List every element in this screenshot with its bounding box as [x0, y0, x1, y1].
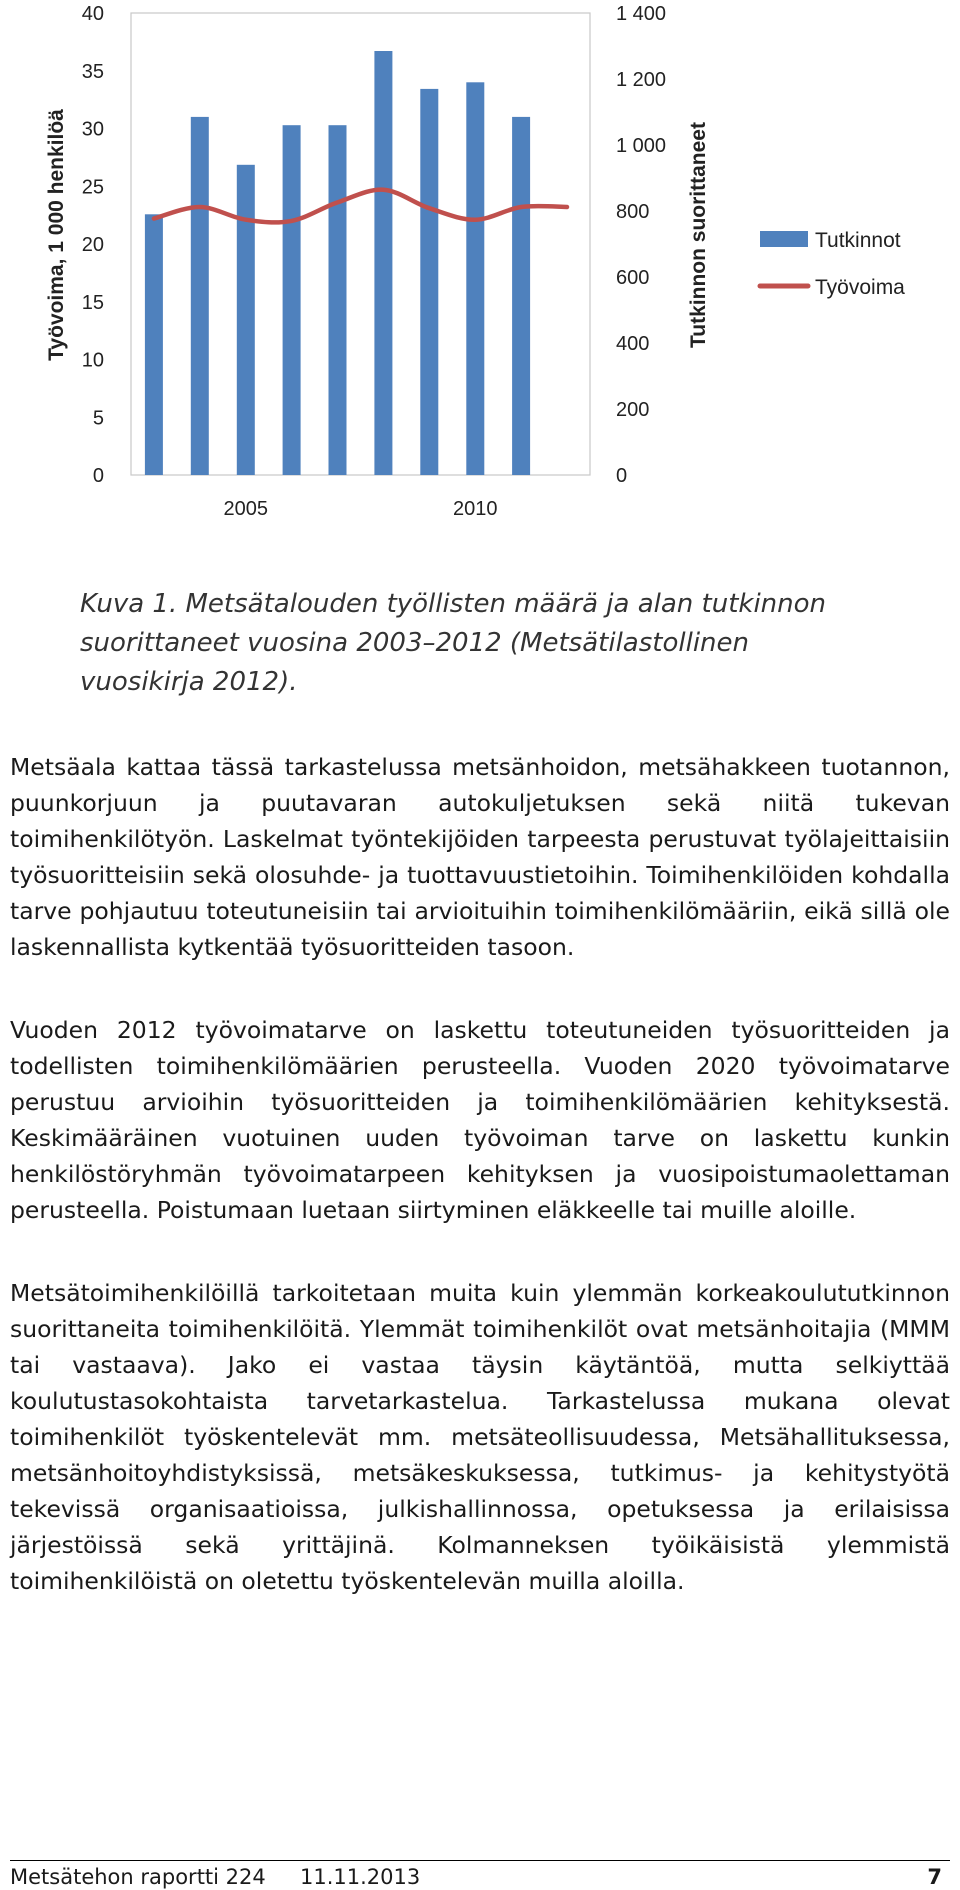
left-tick-label: 30: [81, 118, 104, 141]
left-tick-label: 40: [81, 3, 104, 25]
right-axis-title: Tutkinnon suorittaneet: [687, 122, 710, 348]
line-tyovoima: [154, 190, 567, 223]
chart-legend: [760, 229, 905, 299]
legend-label-tyovoima: Työvoima: [815, 276, 905, 299]
right-tick-label: 1 000: [616, 135, 667, 157]
right-tick-label: 600: [616, 267, 650, 289]
bar-2004: [191, 117, 209, 475]
bar-2008: [374, 51, 392, 475]
paragraph-2: Vuoden 2012 työvoimatarve on laskettu toteutuneiden työsuoritteiden ja todellisten toimihenkilömäärien perusteella. Vuoden 2020 työvoimatarve perustuu arvioihin työsuoritteiden ja toimihenkilömäärien kehityksestä. Keskimääräinen vuotuinen uuden työvoiman tarve on laskettu kunkin henkilöstöryhmän työvoimatarpeen kehityksen ja vuosipoistumaolettaman perusteella. Poistumaan luetaan siirtyminen eläkkeelle tai muille aloille.: [10, 1016, 950, 1224]
x-tick-label: 2005: [223, 498, 269, 520]
figure-caption: Kuva 1. Metsätalouden työllisten määrä ja alan tutkinnon suorittaneet vuosina 2003–2012 (Metsätilastollinen vuosikirja 2012).: [80, 589, 827, 697]
footer-date: 11.11.2013: [300, 1865, 421, 1889]
left-axis-ticks: [82, 3, 104, 487]
bar-2007: [329, 125, 347, 475]
footer-rule: [10, 1860, 950, 1861]
left-tick-label: 20: [81, 234, 104, 256]
left-tick-label: 10: [81, 349, 104, 372]
left-tick-label: 25: [81, 176, 104, 199]
bar-2005: [237, 165, 255, 475]
x-axis-ticks: [224, 498, 498, 520]
bar-2009: [420, 89, 438, 475]
paragraph-3: Metsätoimihenkilöillä tarkoitetaan muita kuin ylemmän korkeakoulututkinnon suorittaneita toimihenkilöitä. Ylemmät toimihenkilöt ovat metsänhoitajia (MMM tai vastaava). Jako ei vastaa täysin käytäntöä, mutta selkiyttää koulutustasokohtaista tarvetarkastelua. Tarkastelussa mukana olevat toimihenkilöt työskentelevät mm. metsäteollisuudessa, Metsähallituksessa, metsänhoitoyhdistyksissä, metsäkeskuksessa, tutkimus- ja kehitystyötä tekevissä organisaatioissa, julkishallinnossa, opetuksessa ja erilaisissa järjestöissä sekä yrittäjinä. Kolmanneksen työikäisistä ylemmistä toimihenkilöistä on oletettu työskentelevän muilla aloilla.: [10, 1279, 950, 1595]
paragraph-1: Metsäala kattaa tässä tarkastelussa metsänhoidon, metsähakkeen tuotannon, puunkorjuun ja puutavaran autokuljetuksen sekä niitä tukevan toimihenkilötyön. Laskelmat työntekijöiden tarpeesta perustuvat työlajeittaisiin työsuoritteisiin sekä olosuhde- ja tuottavuustietoihin. Toimihenkilöiden kohdalla tarve pohjautuu toteutuneisiin tai arvioituihin toimihenkilömääriin, eikä sillä ole laskennallista kytkentää työsuoritteiden tasoon.: [10, 753, 950, 961]
bar-2011: [512, 117, 530, 475]
figure-chart: [0, 0, 960, 540]
bar-2003: [145, 214, 163, 475]
right-tick-label: 0: [616, 465, 628, 487]
right-axis-ticks: [616, 3, 666, 487]
left-tick-label: 5: [92, 407, 104, 430]
right-tick-label: 400: [616, 333, 650, 355]
bar-series: [145, 51, 530, 475]
footer-report-name: Metsätehon raportti 224: [10, 1865, 266, 1889]
bar-2006: [283, 125, 301, 475]
right-tick-label: 1 400: [616, 3, 667, 25]
page-footer: [10, 1864, 950, 1890]
left-tick-label: 35: [81, 60, 104, 83]
left-tick-label: 15: [81, 291, 104, 314]
left-tick-label: 0: [92, 465, 104, 487]
legend-label-tutkinnot: Tutkinnot: [815, 229, 901, 252]
legend-swatch-tutkinnot: [760, 231, 808, 247]
left-axis-title: Työvoima, 1 000 henkilöä: [45, 109, 68, 361]
line-series: [154, 190, 567, 223]
right-tick-label: 1 200: [616, 69, 667, 91]
right-tick-label: 800: [616, 201, 650, 223]
bar-2010: [466, 82, 484, 475]
footer-page-number: 7: [927, 1865, 942, 1889]
right-tick-label: 200: [616, 399, 650, 421]
x-tick-label: 2010: [453, 498, 498, 520]
